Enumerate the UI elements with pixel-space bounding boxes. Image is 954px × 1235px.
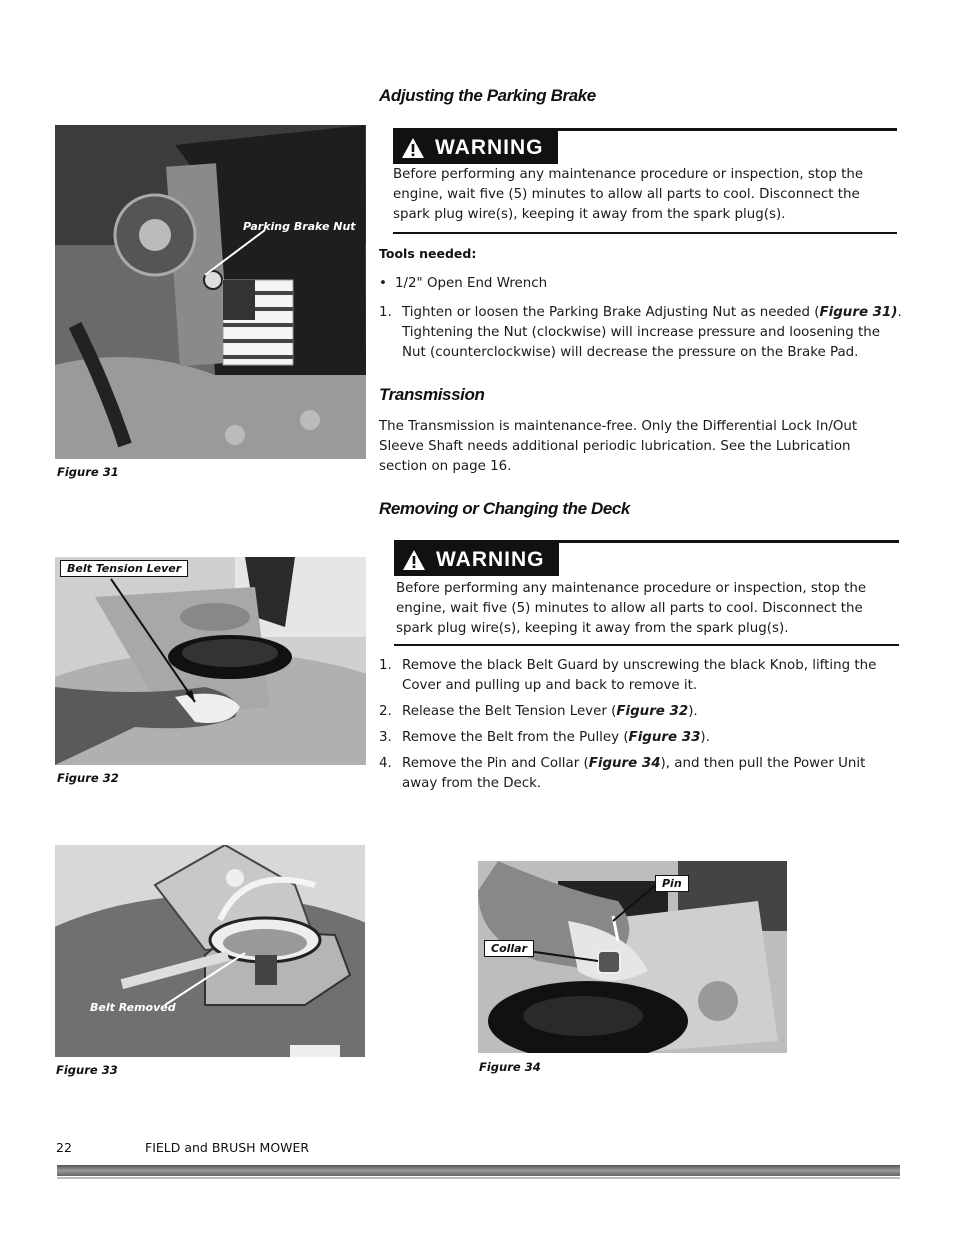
warning-tag-1 bbox=[393, 131, 558, 164]
figure-32-photo bbox=[55, 557, 366, 765]
deck-steps-list bbox=[379, 656, 899, 794]
footer-rule bbox=[57, 1165, 900, 1176]
figure-34-photo bbox=[478, 861, 787, 1053]
section-heading-deck: Removing or Changing the Deck bbox=[379, 499, 630, 518]
figure-ref: Figure 34 bbox=[588, 756, 661, 771]
warning-text-1: Before performing any maintenance procedure or inspection, stop the engine, wait five (5) minutes to allow all parts to cool. Disconnect the spark plug wire(s), keeping it away from the spark plug(s). bbox=[393, 167, 864, 222]
section-heading-transmission: Transmission bbox=[379, 385, 485, 404]
parking-brake-nut-label: Parking Brake Nut bbox=[243, 220, 356, 233]
tools-needed-label: Tools needed: bbox=[379, 246, 477, 261]
warning-box-2 bbox=[394, 540, 899, 646]
deck-step: 2. Release the Belt Tension Lever (Figure 32). bbox=[379, 704, 698, 719]
bullet-icon: • bbox=[379, 276, 387, 291]
tool-item-wrench: 1/2" Open End Wrench bbox=[395, 276, 548, 291]
warning-label-2: WARNING bbox=[436, 547, 545, 571]
figure-31-photo bbox=[55, 125, 366, 459]
tools-list-item bbox=[379, 274, 547, 294]
deck-step: 4. Remove the Pin and Collar (Figure 34), and then pull the Power Unit away from the Deck. bbox=[379, 756, 866, 791]
warning-box-1 bbox=[393, 128, 897, 234]
deck-step: 3. Remove the Belt from the Pulley (Figure 33). bbox=[379, 730, 710, 745]
figure-ref: Figure 32 bbox=[616, 704, 689, 719]
pin-label: Pin bbox=[655, 875, 689, 892]
warning-triangle-icon bbox=[402, 549, 426, 571]
figure-33-caption: Figure 33 bbox=[56, 1063, 118, 1077]
transmission-text: The Transmission is maintenance-free. Only the Differential Lock In/Out Sleeve Shaft needs additional periodic lubrication. See the Lubrication section on page 16. bbox=[379, 419, 858, 474]
warning-text-2: Before performing any maintenance procedure or inspection, stop the engine, wait five (5) minutes to allow all parts to cool. Disconnect the spark plug wire(s), keeping it away from the spark plug(s). bbox=[396, 581, 867, 636]
warning-tag-2 bbox=[394, 543, 559, 576]
belt-tension-lever-label: Belt Tension Lever bbox=[60, 560, 188, 577]
collar-label: Collar bbox=[484, 940, 534, 957]
footer-rule-shadow bbox=[57, 1177, 900, 1179]
figure-31-caption: Figure 31 bbox=[57, 465, 119, 479]
figure-33-photo bbox=[55, 845, 365, 1057]
figure-ref: Figure 33 bbox=[628, 730, 701, 745]
page-number: 22 bbox=[56, 1140, 72, 1155]
belt-removed-label: Belt Removed bbox=[90, 1001, 176, 1014]
section1-step-1: 1. Tighten or loosen the Parking Brake Adjusting Nut as needed (Figure 31). Tightening the Nut (clockwise) will increase pressure and loosening the Nut (counterclockwise) will decrease the pressure on the Brake Pad. bbox=[379, 305, 902, 360]
warning-triangle-icon bbox=[401, 137, 425, 159]
figure-ref: Figure 31) bbox=[819, 305, 898, 320]
footer-title: FIELD and BRUSH MOWER bbox=[145, 1140, 310, 1155]
figure-34-caption: Figure 34 bbox=[479, 1060, 541, 1074]
warning-label-1: WARNING bbox=[435, 135, 544, 159]
figure-32-caption: Figure 32 bbox=[57, 771, 119, 785]
deck-step: 1. Remove the black Belt Guard by unscrewing the black Knob, lifting the Cover and pulling up and back to remove it. bbox=[379, 658, 877, 693]
section-heading-parking-brake: Adjusting the Parking Brake bbox=[379, 86, 596, 105]
step-number: 1. bbox=[379, 305, 392, 320]
